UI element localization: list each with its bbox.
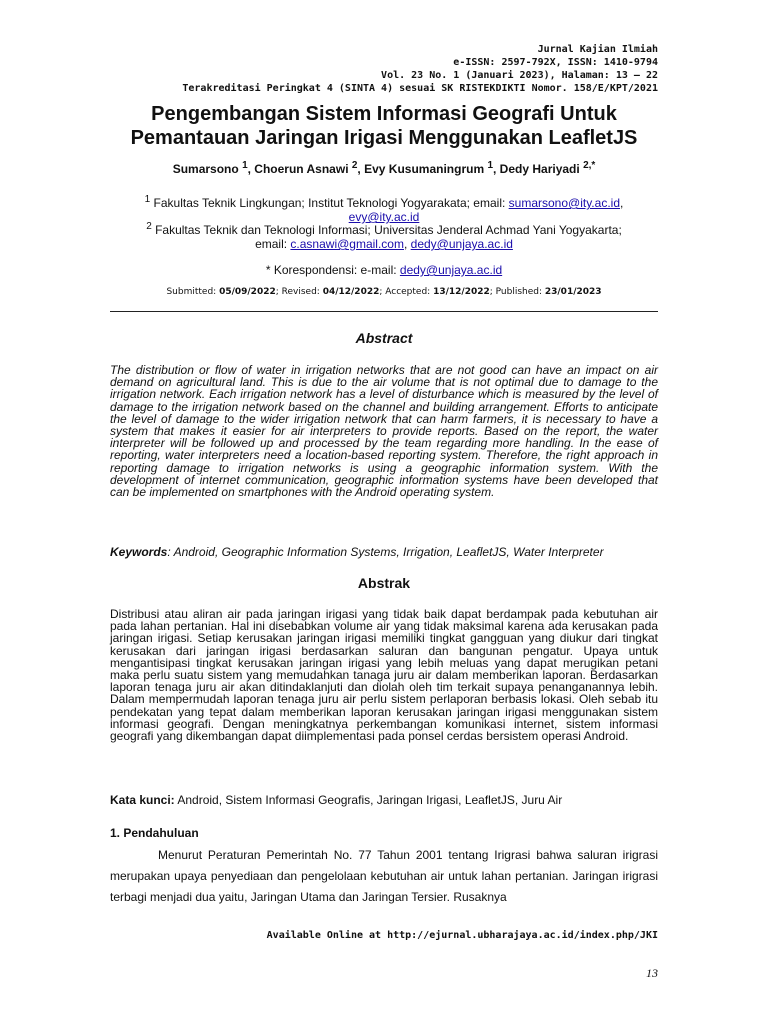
keywords-label: Keywords [110, 545, 168, 559]
author-affiliation-mark: 1 [487, 160, 494, 171]
journal-name: Jurnal Kajian Ilmiah [537, 44, 658, 55]
submitted-label: Submitted: [166, 287, 220, 297]
author-name: , Choerun Asnawi [247, 162, 352, 176]
published-date: 23/01/2023 [544, 287, 602, 297]
author-name: , Evy Kusumaningrum [357, 162, 488, 176]
page-number: 13 [646, 966, 658, 980]
author-affiliation-mark: 1 [242, 160, 248, 171]
separator: , [620, 196, 624, 210]
abstrak-heading: Abstrak [357, 575, 411, 591]
kata-kunci-label: Kata kunci: [110, 793, 175, 807]
title-line-2: Pemantauan Jaringan Irigasi Menggunakan LeafletJS [130, 127, 638, 149]
affiliation-mark: 2 [146, 221, 152, 232]
submission-dates [110, 287, 658, 297]
email-link[interactable]: sumarsono@ity.ac.id [508, 196, 620, 210]
correspondence-label: * Korespondensi: e-mail: [265, 263, 400, 277]
keywords-list: : Android, Geographic Information Systems, Irrigation, LeafletJS, Water Interpreter [167, 545, 604, 559]
email-link[interactable]: c.asnawi@gmail.com [290, 237, 404, 251]
published-label: ; Published: [489, 287, 545, 297]
journal-volume: Vol. 23 No. 1 (Januari 2023), Halaman: 13 – 22 [381, 70, 658, 81]
header-divider [110, 311, 658, 312]
paper-title [110, 102, 658, 150]
title-line-1: Pengembangan Sistem Informasi Geografi Untuk [151, 103, 617, 125]
author-name: , Dedy Hariyadi [493, 162, 584, 176]
affiliation-text: Fakultas Teknik dan Teknologi Informasi; Universitas Jenderal Achmad Yani Yogyakarta; [151, 223, 622, 237]
accepted-label: ; Accepted: [379, 287, 434, 297]
abstrak-body: Distribusi atau aliran air pada jaringan irigasi yang tidak baik dapat berdampak pada kebutuhan air pada lahan pertanian. Hal ini disebabkan volume air yang tidak maksimal karena ada kerusakan pada jaringan irigasi. Setiap kerusakan jaringan irigasi memiliki tingkat gangguan yang diukur dari tingkat kerusakan dari jaringan irigasi berdasarkan saluran dan bangunan pengatur. Upaya untuk mengantisipasi tingkat kerusakan jaringan irigasi yang lebih meluas yang dapat merugikan petani maka perlu suatu sistem yang memudahkan tanaga juru air dalam memberikan laporan. Berdasarkan laporan tenaga juru air akan ditindaklanjuti dan diolah oleh tim terkait supaya penanganannya lebih. Dalam mempermudah laporan tenaga juru air perlu sistem perlaporan berbasis lokasi. Oleh sebab itu pendekatan yang tepat dalam memberikan laporan kerusakan jaringan irigasi menggunakan sistem informasi geografi. Dengan meningkatnya perkembangan komunikasi internet, sistem informasi geografi yang dikembangan dapat diimplementasi pada ponsel cerdas bersistem operasi Android. [110, 607, 658, 744]
journal-accreditation: Terakreditasi Peringkat 4 (SINTA 4) sesuai SK RISTEKDIKTI Nomor. 158/E/KPT/2021 [182, 83, 658, 94]
email-label: email: [255, 237, 291, 251]
journal-header [182, 43, 658, 95]
affiliation-text: Fakultas Teknik Lingkungan; Institut Teknologi Yogyarakata; email: [150, 196, 509, 210]
abstract-heading: Abstract [355, 330, 413, 346]
correspondence [110, 263, 658, 277]
author-affiliation-mark: 2 [351, 160, 358, 171]
abstract-keywords [110, 545, 658, 559]
footer-availability: Available Online at http://ejurnal.ubharajaya.ac.id/index.php/JKI [266, 930, 658, 941]
email-link[interactable]: evy@ity.ac.id [348, 210, 420, 224]
author-list [110, 160, 658, 176]
separator: , [403, 237, 411, 251]
abstract-body: The distribution or flow of water in irrigation networks that are not good can have an impact on air demand on agricultural land. This is due to the air volume that is not optimal due to damage to the irrigation network. Each irrigation network has a level of disturbance which is measured by the level of damage to the irrigation network based on the channel and building arrangement. Efforts to anticipate the level of damage to the wider irrigation network that can harm farmers, it is necessary to have a system that makes it easier for air interpreters to provide reports. Based on the report, the water interpreter will be followed up and processed by the team regarding more handling. In the ease of reporting, water interpreters need a location-based reporting system. Therefore, the right approach in reporting damage to irrigation networks is using a geographic information system. With the development of internet communication, geographic information systems have been developed that can be implemented on smartphones with the Android operating system. [110, 363, 658, 500]
correspondence-email-link[interactable]: dedy@unjaya.ac.id [399, 263, 503, 277]
author-name: Sumarsono [172, 162, 243, 176]
affiliation-2 [110, 220, 658, 251]
email-link[interactable]: dedy@unjaya.ac.id [410, 237, 513, 251]
affiliation-mark: 1 [144, 194, 151, 205]
revised-label: ; Revised: [275, 287, 323, 297]
submitted-date: 05/09/2022 [219, 287, 276, 297]
revised-date: 04/12/2022 [322, 287, 380, 297]
accepted-date: 13/12/2022 [433, 287, 490, 297]
section-heading-introduction: 1. Pendahuluan [110, 826, 199, 840]
introduction-body: Menurut Peraturan Pemerintah No. 77 Tahun 2001 tentang Irigrasi bahwa saluran irigrasi merupakan upaya penyediaan dan pengelolaan kebutuhan air untuk lahan pertanian. Jaringan irigrasi terbagi menjadi dua yaitu, Jaringan Utama dan Jaringan Tersier. Rusaknya [110, 848, 658, 904]
journal-issn: e-ISSN: 2597-792X, ISSN: 1410-9794 [453, 57, 658, 68]
abstrak-keywords [110, 793, 658, 807]
kata-kunci-list: Android, Sistem Informasi Geografis, Jaringan Irigasi, LeafletJS, Juru Air [174, 793, 563, 807]
author-affiliation-mark: 2,* [583, 160, 596, 171]
